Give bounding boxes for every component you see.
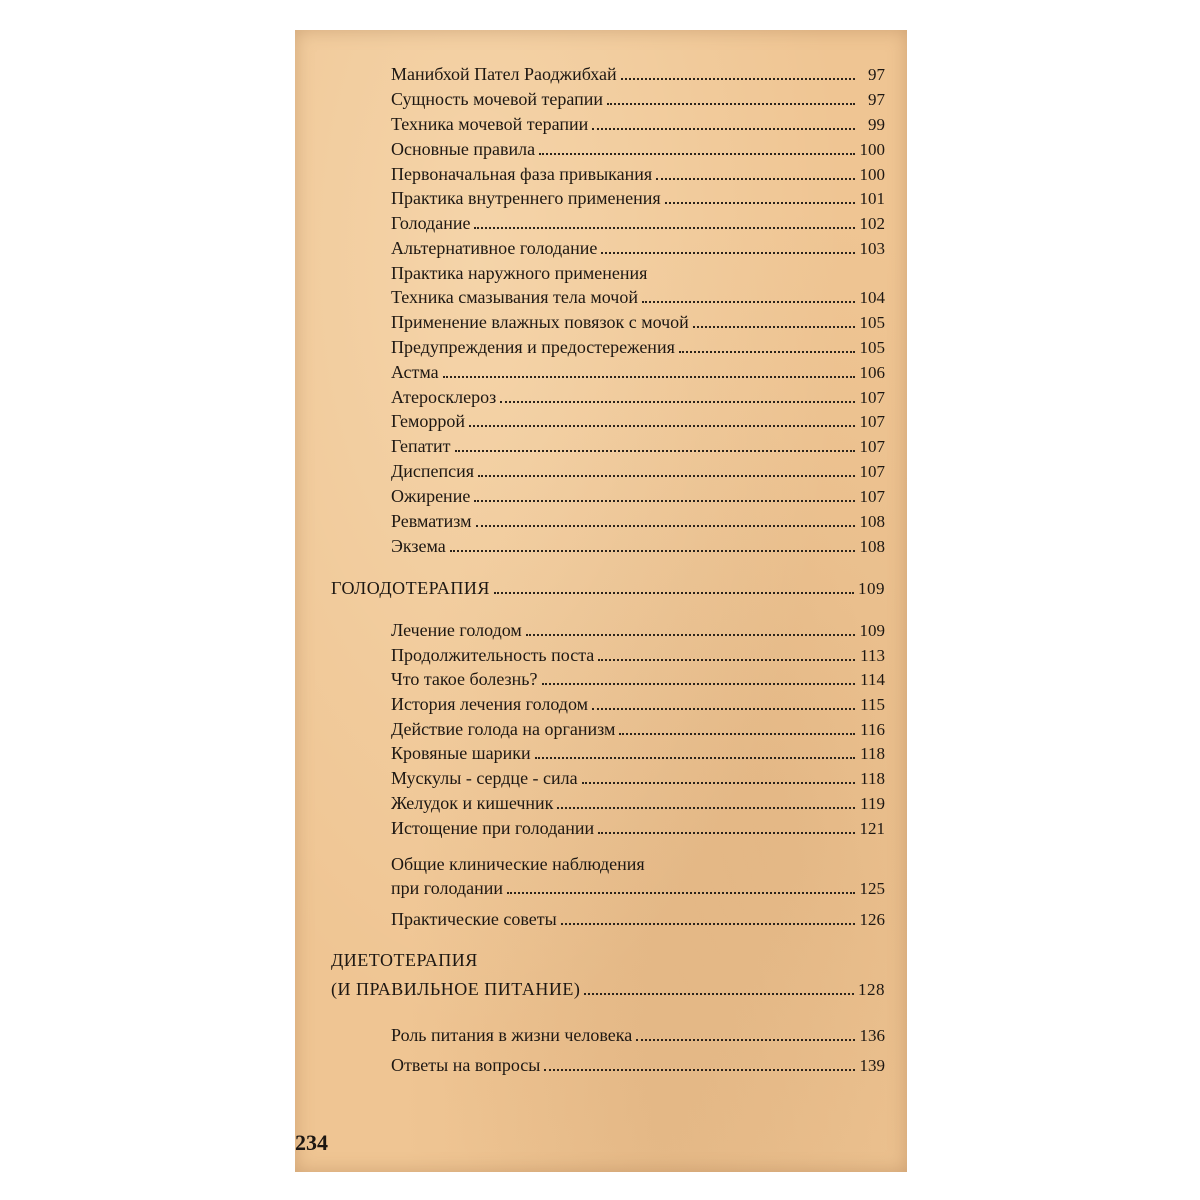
toc-entry-page: 97 bbox=[868, 65, 885, 84]
toc-entry bbox=[391, 741, 885, 766]
toc-entry-title: Общие клинические наблюдения bbox=[391, 854, 645, 874]
toc-entry bbox=[391, 618, 885, 643]
toc-entry-page: 109 bbox=[859, 621, 885, 640]
dot-leader bbox=[636, 1039, 855, 1041]
toc-entry bbox=[391, 87, 885, 112]
toc-entry bbox=[391, 717, 885, 742]
dot-leader bbox=[656, 178, 855, 180]
dot-leader bbox=[474, 500, 855, 502]
toc-section-heading bbox=[331, 948, 885, 972]
dot-leader bbox=[592, 708, 855, 710]
toc-entry-title: История лечения голодом bbox=[391, 694, 589, 714]
toc-entry bbox=[391, 310, 885, 335]
table-of-contents bbox=[295, 30, 907, 1172]
dot-leader bbox=[598, 659, 855, 661]
dot-leader bbox=[478, 475, 855, 477]
toc-entry-page: 114 bbox=[860, 670, 885, 689]
toc-entry-title: Ревматизм bbox=[391, 511, 472, 531]
toc-entry-page: 139 bbox=[859, 1056, 885, 1075]
dot-leader bbox=[500, 401, 855, 403]
toc-entry bbox=[391, 186, 885, 211]
toc-entry-title: Гепатит bbox=[391, 436, 451, 456]
toc-entry bbox=[391, 261, 885, 285]
toc-entry bbox=[391, 62, 885, 87]
toc-entry-page: 105 bbox=[859, 338, 885, 357]
toc-entry-page: 113 bbox=[860, 646, 885, 665]
dot-leader bbox=[621, 78, 855, 80]
toc-entry bbox=[391, 509, 885, 534]
toc-entry-title: Мускулы - сердце - сила bbox=[391, 768, 578, 788]
toc-entry-title: Основные правила bbox=[391, 139, 536, 159]
toc-entry-title: Астма bbox=[391, 362, 439, 382]
toc-entry-title: Атеросклероз bbox=[391, 387, 497, 407]
dot-leader bbox=[474, 227, 855, 229]
dot-leader bbox=[601, 252, 855, 254]
toc-entry bbox=[391, 643, 885, 668]
toc-entry-page: 109 bbox=[858, 579, 885, 598]
toc-entry-page: 105 bbox=[859, 313, 885, 332]
toc-entry bbox=[391, 1023, 885, 1048]
dot-leader bbox=[455, 450, 855, 452]
toc-entry-title: Ответы на вопросы bbox=[391, 1055, 541, 1075]
dot-leader bbox=[584, 993, 854, 995]
toc-entry bbox=[391, 791, 885, 816]
toc-entry-title: Первоначальная фаза привыкания bbox=[391, 164, 653, 184]
toc-entry-page: 101 bbox=[859, 189, 885, 208]
toc-entry-title: Действие голода на организм bbox=[391, 719, 616, 739]
dot-leader bbox=[561, 923, 855, 925]
toc-entry-title: Что такое болезнь? bbox=[391, 669, 538, 689]
toc-entry-title: Кровяные шарики bbox=[391, 743, 531, 763]
dot-leader bbox=[450, 550, 855, 552]
dot-leader bbox=[535, 757, 855, 759]
toc-entry bbox=[391, 236, 885, 261]
toc-entry bbox=[391, 112, 885, 137]
toc-entry-title: Ожирение bbox=[391, 486, 471, 506]
toc-entry-title: Роль питания в жизни человека bbox=[391, 1025, 633, 1045]
dot-leader bbox=[592, 128, 855, 130]
book-page bbox=[295, 30, 907, 1172]
toc-entry bbox=[391, 211, 885, 236]
toc-entry-page: 116 bbox=[860, 720, 885, 739]
toc-entry-page: 128 bbox=[858, 980, 885, 999]
toc-entry bbox=[391, 852, 885, 876]
toc-entry bbox=[391, 360, 885, 385]
toc-entry bbox=[391, 766, 885, 791]
dot-leader bbox=[619, 733, 855, 735]
toc-entry-title: Сущность мочевой терапии bbox=[391, 89, 604, 109]
toc-entry bbox=[391, 876, 885, 901]
toc-entry-page: 118 bbox=[860, 744, 885, 763]
toc-entry-title: Геморрой bbox=[391, 411, 466, 431]
toc-entry bbox=[391, 285, 885, 310]
toc-entry-page: 107 bbox=[859, 412, 885, 431]
page-number: 234 bbox=[295, 1130, 328, 1155]
toc-entry-title: Применение влажных повязок с мочой bbox=[391, 312, 689, 332]
toc-entry-page: 107 bbox=[859, 462, 885, 481]
toc-entry-page: 125 bbox=[859, 879, 885, 898]
toc-entry-title: Практика внутреннего применения bbox=[391, 188, 661, 208]
toc-entry-page: 102 bbox=[859, 214, 885, 233]
toc-entry bbox=[391, 434, 885, 459]
toc-entry-title: Практика наружного применения bbox=[391, 263, 648, 283]
dot-leader bbox=[693, 326, 855, 328]
toc-entry-page: 136 bbox=[859, 1026, 885, 1045]
toc-entry-page: 108 bbox=[859, 537, 885, 556]
dot-leader bbox=[598, 832, 855, 834]
toc-entry-page: 121 bbox=[859, 819, 885, 838]
toc-entry bbox=[391, 692, 885, 717]
dot-leader bbox=[582, 782, 855, 784]
toc-entry bbox=[391, 335, 885, 360]
toc-entry bbox=[391, 1053, 885, 1078]
toc-entry bbox=[391, 907, 885, 932]
toc-entry-page: 106 bbox=[859, 363, 885, 382]
toc-entry-page: 107 bbox=[859, 388, 885, 407]
toc-entry-title: Техника мочевой терапии bbox=[391, 114, 589, 134]
toc-entry bbox=[391, 484, 885, 509]
dot-leader bbox=[507, 892, 855, 894]
toc-entry-page: 97 bbox=[868, 90, 885, 109]
toc-entry-title: Предупреждения и предостережения bbox=[391, 337, 675, 357]
toc-section-heading bbox=[331, 576, 885, 601]
dot-leader bbox=[542, 683, 856, 685]
toc-entry-title: Продолжительность поста bbox=[391, 645, 595, 665]
toc-entry-page: 119 bbox=[860, 794, 885, 813]
toc-entry-title: Истощение при голодании bbox=[391, 818, 595, 838]
toc-entry-page: 115 bbox=[860, 695, 885, 714]
toc-entry-page: 107 bbox=[859, 437, 885, 456]
toc-entry-page: 100 bbox=[859, 140, 885, 159]
toc-entry-title: Альтернативное голодание bbox=[391, 238, 598, 258]
dot-leader bbox=[665, 202, 855, 204]
toc-entry-page: 118 bbox=[860, 769, 885, 788]
toc-entry-page: 104 bbox=[859, 288, 885, 307]
toc-entry bbox=[391, 459, 885, 484]
toc-entry-title: Желудок и кишечник bbox=[391, 793, 554, 813]
toc-entry-title: ГОЛОДОТЕРАПИЯ bbox=[331, 578, 490, 598]
dot-leader bbox=[494, 592, 854, 594]
toc-entry bbox=[391, 137, 885, 162]
dot-leader bbox=[557, 807, 855, 809]
dot-leader bbox=[642, 301, 855, 303]
toc-entry-title: Экзема bbox=[391, 536, 446, 556]
toc-entry-page: 107 bbox=[859, 487, 885, 506]
toc-entry-title: Голодание bbox=[391, 213, 471, 233]
dot-leader bbox=[539, 153, 855, 155]
toc-entry-page: 103 bbox=[859, 239, 885, 258]
dot-leader bbox=[443, 376, 855, 378]
dot-leader bbox=[607, 103, 855, 105]
toc-entry-title: Лечение голодом bbox=[391, 620, 522, 640]
toc-entry-title: ДИЕТОТЕРАПИЯ bbox=[331, 950, 478, 970]
dot-leader bbox=[526, 634, 855, 636]
toc-entry-page: 108 bbox=[859, 512, 885, 531]
toc-entry bbox=[391, 816, 885, 841]
toc-entry-title: Диспепсия bbox=[391, 461, 475, 481]
toc-entry-title: Техника смазывания тела мочой bbox=[391, 287, 638, 307]
toc-entry bbox=[391, 534, 885, 559]
toc-entry-page: 99 bbox=[868, 115, 885, 134]
toc-entry-page: 100 bbox=[859, 165, 885, 184]
toc-entry-page: 126 bbox=[859, 910, 885, 929]
toc-entry bbox=[391, 409, 885, 434]
toc-entry-title: (И ПРАВИЛЬНОЕ ПИТАНИЕ) bbox=[331, 979, 581, 999]
toc-entry-title: при голодании bbox=[391, 878, 503, 898]
dot-leader bbox=[476, 525, 856, 527]
toc-entry bbox=[391, 385, 885, 410]
toc-entry bbox=[391, 667, 885, 692]
toc-section-heading bbox=[331, 977, 885, 1002]
toc-entry-title: Практические советы bbox=[391, 909, 557, 929]
toc-entry-title: Манибхой Пател Раоджибхай bbox=[391, 64, 617, 84]
toc-entry bbox=[391, 162, 885, 187]
dot-leader bbox=[544, 1069, 855, 1071]
dot-leader bbox=[469, 425, 855, 427]
dot-leader bbox=[679, 351, 855, 353]
